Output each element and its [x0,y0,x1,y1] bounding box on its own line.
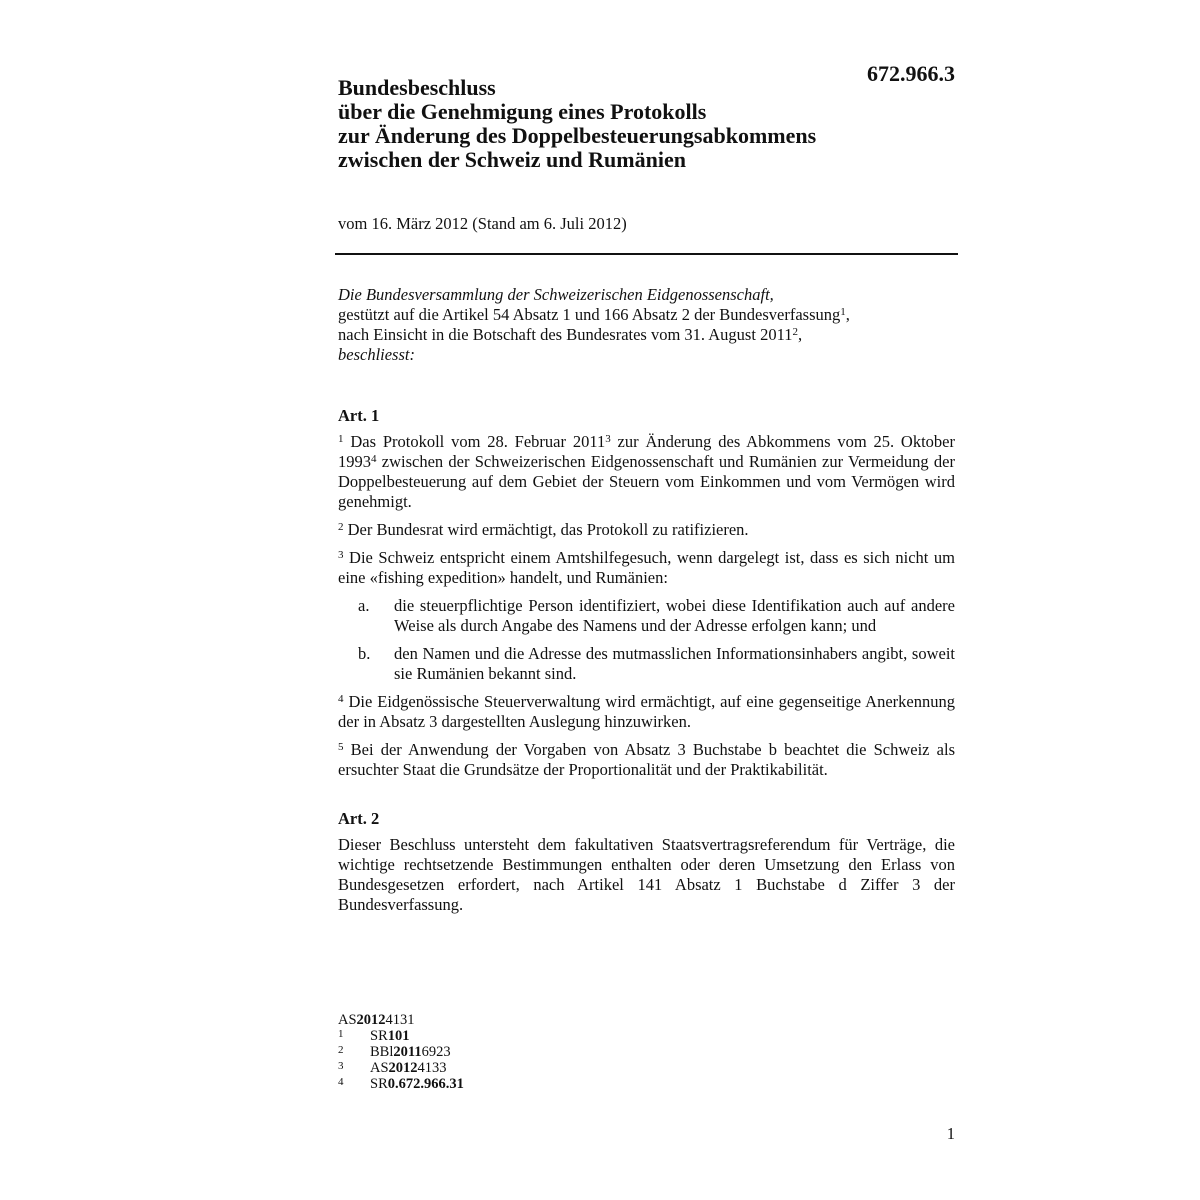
footnote [338,1076,464,1092]
preamble [338,285,955,365]
preamble-message [338,325,955,345]
document-body [338,285,955,923]
preamble-basis [338,305,955,325]
paragraph-number: 3 [338,549,344,561]
list-item-text: den Namen und die Adresse des mutmasslichen Informationsinhabers angibt, soweit sie Rumänien bekannt sind. [394,644,955,683]
preamble-message-text: nach Einsicht in die Botschaft des Bundesrates vom 31. August 2011 [338,325,793,344]
footnote-bold: 101 [387,1028,410,1044]
footnote-bold: 2012 [388,1060,418,1076]
footnote-number: 3 [338,1060,344,1072]
article-1-title: Art. 1 [338,406,380,425]
footnote-bold: 2011 [393,1044,422,1060]
footnote-ref: 2 [792,326,798,338]
article-1-paragraph-3 [338,548,955,588]
title-line: Bundesbeschluss [338,75,496,100]
list-item [338,596,955,636]
official-compilation-ref [338,1012,464,1028]
ref-prefix: AS [338,1012,357,1028]
ref-year: 2012 [356,1012,386,1028]
date-line: vom 16. März 2012 (Stand am 6. Juli 2012) [338,214,627,233]
article-1-list [338,596,955,684]
footnote-ref: 3 [605,433,611,445]
title-line: zwischen der Schweiz und Rumänien [338,147,686,172]
list-item-text: die steuerpflichtige Person identifiziert, wobei diese Identifikation auch auf andere Weise als durch Angabe des Namens und der Adresse erfolgen kann; und [394,596,955,635]
footnote [338,1060,464,1076]
paragraph-text: zwischen der Schweizerischen Eidgenossenschaft und Rumänien zur Vermeidung der Doppelbesteuerung auf dem Gebiet der Steuern vom Einkommen und vom Vermögen wird genehmigt. [338,452,955,511]
ref-page: 4131 [385,1012,415,1028]
footnote-ref: 1 [840,306,846,318]
sr-number: 672.966.3 [867,61,955,86]
footnote-suffix: 6923 [421,1044,451,1060]
paragraph-number: 2 [338,521,344,533]
list-item [338,644,955,684]
footnote-bold: 0.672.966.31 [387,1076,464,1092]
footnote-ref: 4 [371,453,377,465]
footnote-prefix: SR [370,1076,388,1092]
article-1-paragraph-5 [338,740,955,780]
footnotes [338,1012,464,1092]
article-2-paragraph: Dieser Beschluss untersteht dem fakultativen Staatsvertragsreferendum für Verträge, die wichtige rechtsetzende Bestimmungen enthalten oder deren Umsetzung den Erlass von Bundesgesetzen erfordert, nach Artikel 141 Absatz 1 Buchstabe d Ziffer 3 der Bundesverfassung. [338,835,955,914]
paragraph-text: zur Änderung des Abkommens vom 25. Oktober 1993 [338,432,955,471]
title-line: über die Genehmigung eines Protokolls [338,99,707,124]
footnote-suffix: 4133 [417,1060,447,1076]
footnote-prefix: BBl [370,1044,394,1060]
footnote-number: 4 [338,1076,344,1088]
paragraph-text: Die Eidgenössische Steuerverwaltung wird ermächtigt, auf eine gegenseitige Anerkennung der in Absatz 3 dargestellten Auslegung hinzuwirken. [338,692,955,731]
preamble-basis-text: gestützt auf die Artikel 54 Absatz 1 und 166 Absatz 2 der Bundesverfassung [338,305,841,324]
punctuation: , [845,305,850,324]
footnote-number: 1 [338,1028,344,1040]
article-1-paragraph-1 [338,432,955,512]
footnote-number: 2 [338,1044,344,1056]
paragraph-text: Bei der Anwendung der Vorgaben von Absatz 3 Buchstabe b beachtet die Schweiz als ersuchter Staat die Grundsätze der Proportionalität und der Praktikabilität. [338,740,955,779]
list-marker: b. [358,644,371,663]
paragraph-text: Der Bundesrat wird ermächtigt, das Protokoll zu ratifizieren. [343,520,749,539]
punctuation: , [797,325,803,344]
paragraph-text: Das Protokoll vom 28. Februar 2011 [343,432,606,451]
paragraph-number: 5 [338,741,344,753]
footnote [338,1028,464,1044]
footnote-prefix: SR [370,1028,388,1044]
list-marker: a. [358,596,370,615]
title-line: zur Änderung des Doppelbesteuerungsabkommens [338,123,817,148]
header-rule [335,253,958,255]
article-1-paragraph-4 [338,692,955,732]
footnote-prefix: AS [370,1060,389,1076]
article-2-title: Art. 2 [338,809,380,828]
paragraph-number: 4 [338,693,344,705]
footnote [338,1044,464,1060]
article-1-paragraph-2 [338,520,955,540]
page-number: 1 [946,1124,955,1143]
paragraph-text: Die Schweiz entspricht einem Amtshilfegesuch, wenn dargelegt ist, dass es sich nicht um eine «fishing expedition» handelt, und Rumänien: [338,548,955,587]
preamble-authority: Die Bundesversammlung der Schweizerischen Eidgenossenschaft, [338,285,774,304]
preamble-resolves: beschliesst: [338,345,415,364]
paragraph-number: 1 [338,433,344,445]
document-title [338,76,898,172]
